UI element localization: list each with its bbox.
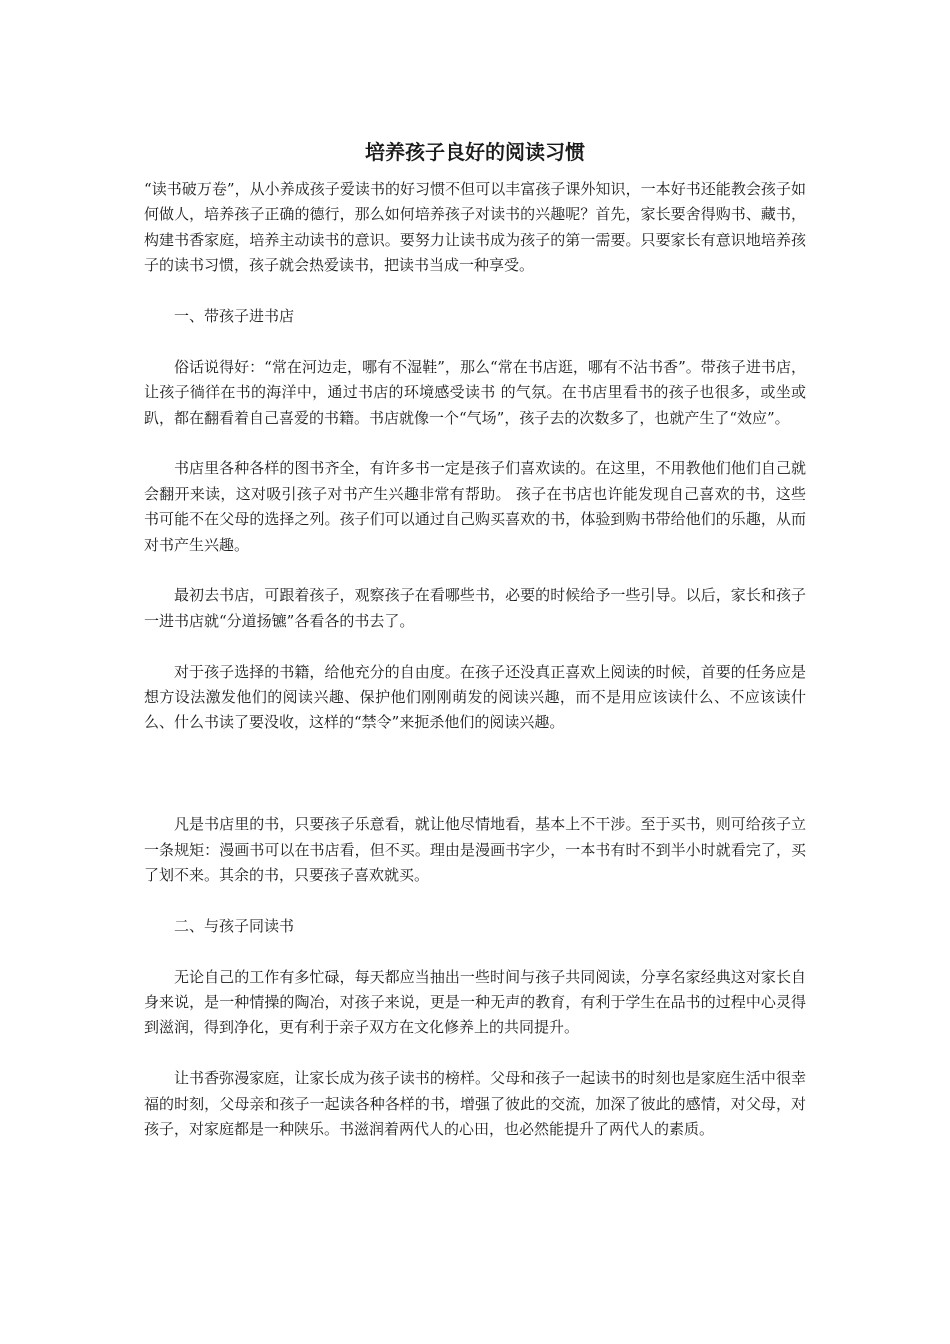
blank-space xyxy=(144,761,806,812)
paragraph: 让书香弥漫家庭，让家长成为孩子读书的榜样。父母和孩子一起读书的时刻也是家庭生活中很幸福的时刻，父母亲和孩子一起读各种各样的书，增强了彼此的交流，加深了彼此的感情，对父母，对孩子，对家庭都是一种陕乐。书滋润着两代人的心田，也必然能提升了两代人的素质。 xyxy=(144,1069,806,1139)
paragraph: 对于孩子选择的书籍，给他充分的自由度。在孩子还没真正喜欢上阅读的时候，首要的任务应是想方设法激发他们的阅读兴趣、保护他们刚刚萌发的阅读兴趣，而不是用应该读什么、不应该读什么、什么书读了要没收，这样的“禁令”来扼杀他们的阅读兴趣。 xyxy=(144,662,806,732)
section-heading-1: 一、带孩子进书店 xyxy=(174,307,295,326)
paragraph: 无论自己的工作有多忙碌，每天都应当抽出一些时间与孩子共同阅读，分享名家经典这对家长自身来说，是一种情操的陶冶，对孩子来说，更是一种无声的教育，有利于学生在品书的过程中心灵得到滋润，得到净化，更有利于亲子双方在文化修养上的共同提升。 xyxy=(144,967,806,1037)
document-title: 培养孩子良好的阅读习惯 xyxy=(365,140,585,164)
paragraph: 书店里各种各样的图书齐全，有许多书一定是孩子们喜欢读的。在这里，不用教他们他们自己就会翻开来读，这对吸引孩子对书产生兴趣非常有帮助。 孩子在书店也许能发现自己喜欢的书，这些书可能不在父母的选择之列。孩子们可以通过自己购买喜欢的书，体验到购书带给他们的乐趣，从而对书产生兴趣。 xyxy=(144,459,806,554)
section-heading-2: 二、与孩子同读书 xyxy=(174,916,295,935)
paragraph: 凡是书店里的书，只要孩子乐意看，就让他尽情地看，基本上不干涉。至于买书，则可给孩子立一条规矩：漫画书可以在书店看，但不买。理由是漫画书字少，一本书有时不到半小时就看完了，买了划不来。其余的书，只要孩子喜欢就买。 xyxy=(144,815,806,885)
document-body xyxy=(144,177,806,1168)
paragraph: 俗话说得好：“常在河边走，哪有不湿鞋”，那么“常在书店逛，哪有不沾书香”。带孩子进书店，让孩子徜徉在书的海洋中，通过书店的环境感受读书 的气氛。在书店里看书的孩子也很多，或坐或趴，都在翻看着自己喜爱的书籍。书店就像一个“气场”，孩子去的次数多了，也就产生了“效应”。 xyxy=(144,357,806,427)
intro-paragraph: “读书破万卷”，从小养成孩子爱读书的好习惯不但可以丰富孩子课外知识，一本好书还能教会孩子如何做人，培养孩子正确的德行，那么如何培养孩子对读书的兴趣呢？首先，家长要舍得购书、藏书，构建书香家庭，培养主动读书的意识。要努力让读书成为孩子的第一需要。只要家长有意识地培养孩子的读书习惯，孩子就会热爱读书，把读书当成一种享受。 xyxy=(144,180,806,275)
paragraph: 最初去书店，可跟着孩子，观察孩子在看哪些书，必要的时候给予一些引导。以后，家长和孩子一进书店就“分道扬镳”各看各的书去了。 xyxy=(144,586,806,630)
